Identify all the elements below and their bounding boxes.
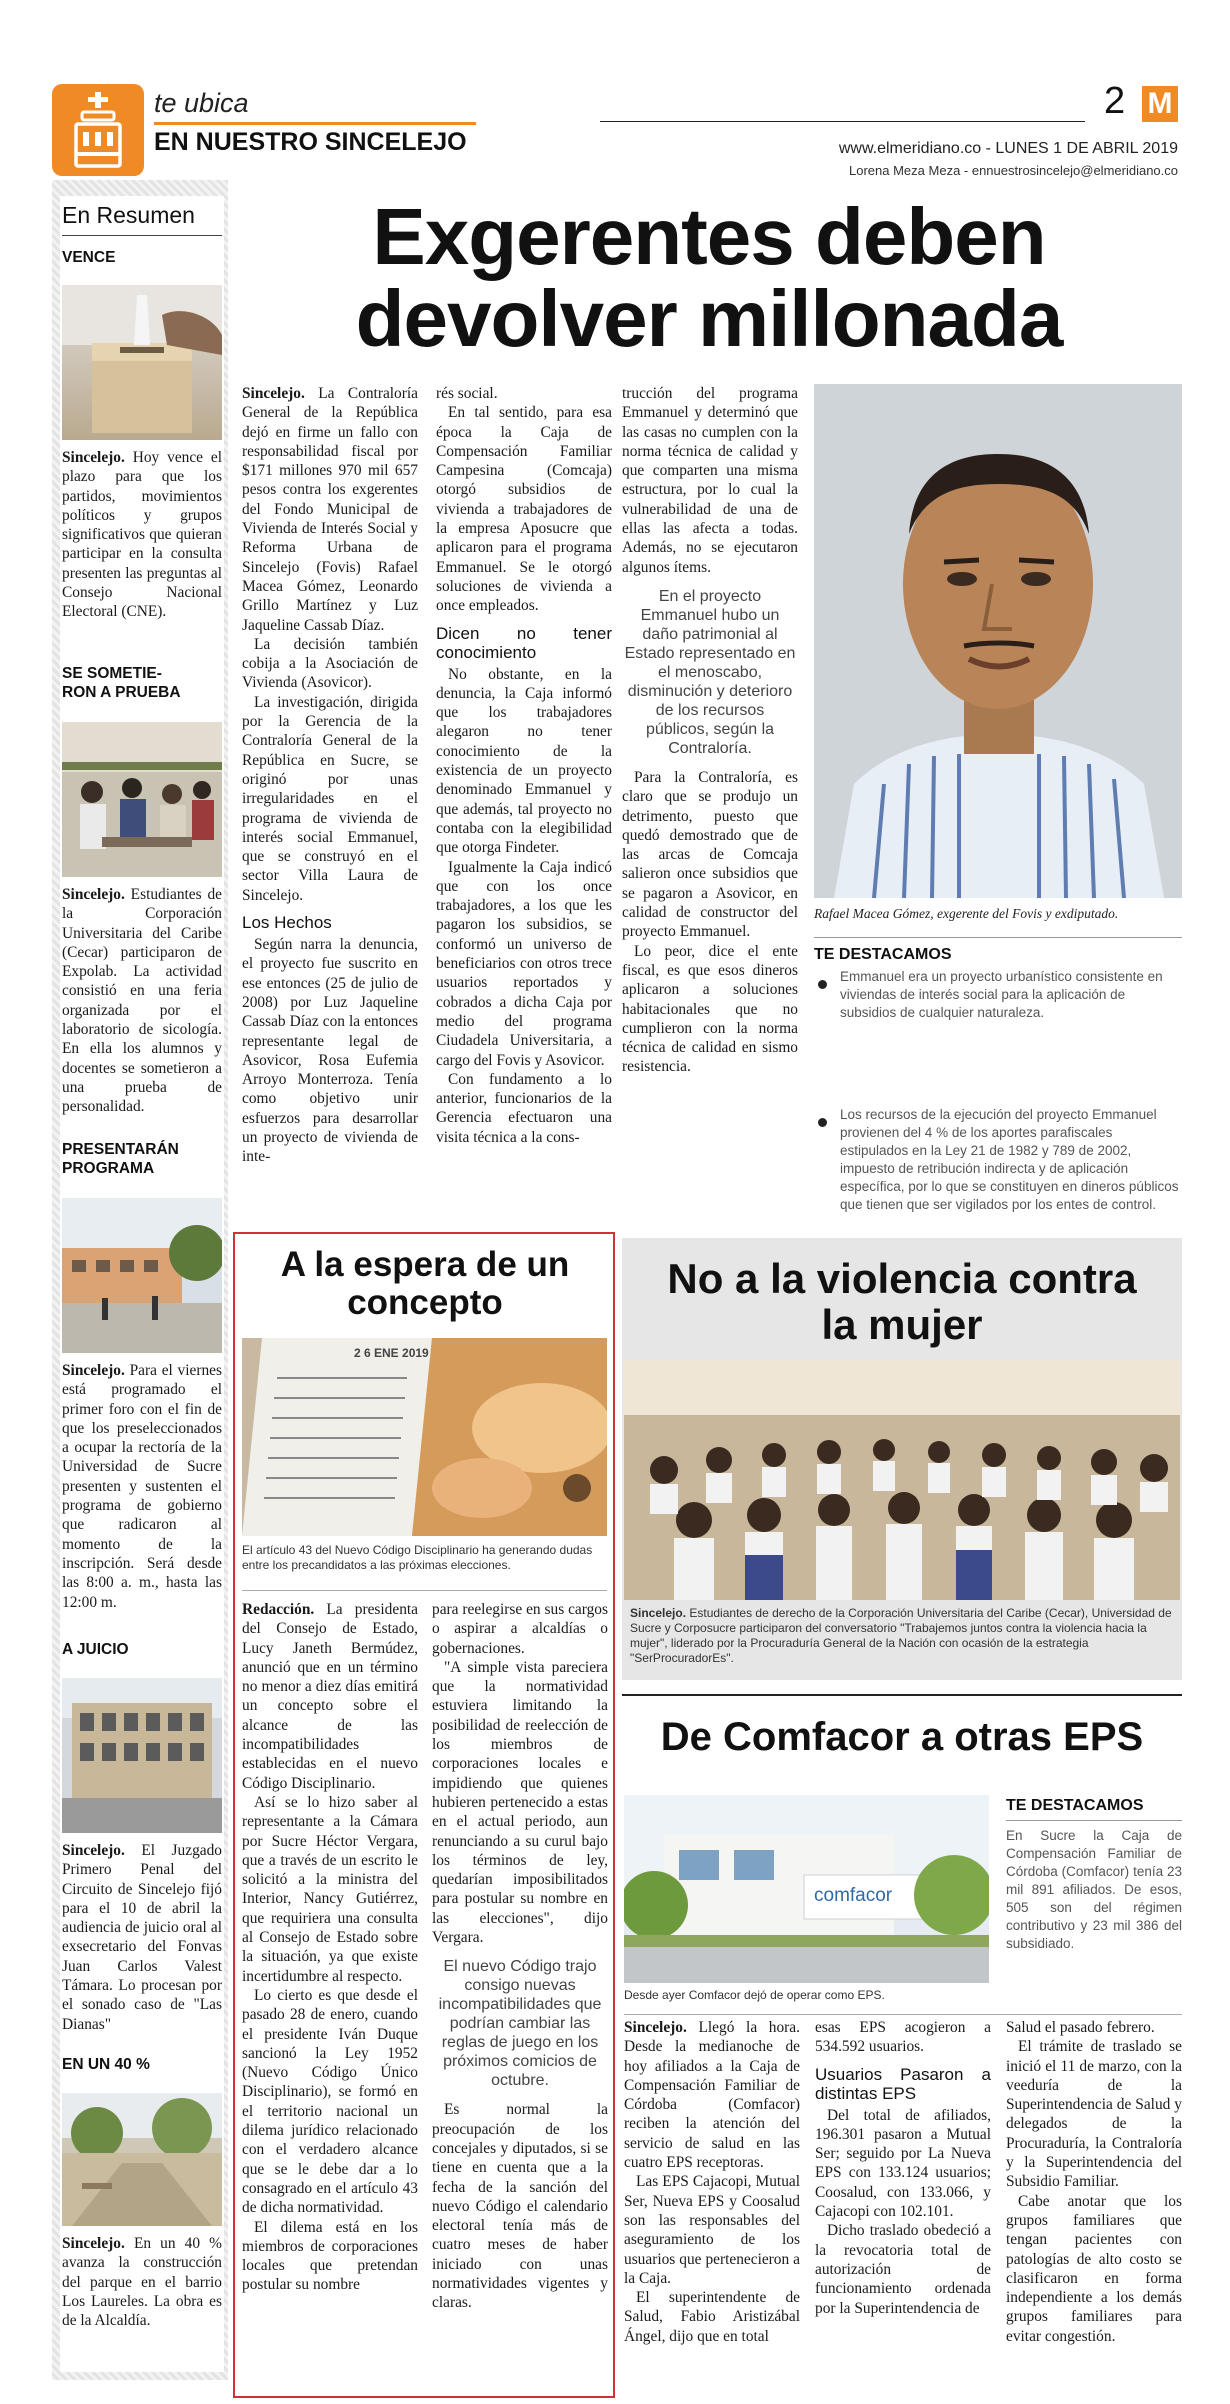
paragraph: Con fundamento a lo anterior, funcionarios de la Gerencia efectuaron una visita técnica a la cons- (436, 1070, 612, 1146)
pull-quote: El nuevo Código trajo consigo nuevas incompatibilidades que podrían cambiar las reglas de juego en los próximos comicios de octubre. (438, 1958, 602, 2090)
destacamos-rule (814, 937, 1182, 938)
main-col-3 (622, 384, 798, 1077)
sidebar-text-40 (62, 2234, 222, 2330)
paragraph: Llegó la hora. Desde la medianoche de hoy afiliados a la Caja de Compensación Familiar de Córdoba (Comfacor) reciben la atención del servicio de salud en las cuatro EPS receptoras. (624, 2019, 800, 2172)
comfacor-destacamos-rule (1006, 1820, 1182, 1821)
caption-text: Estudiantes de derecho de la Corporación Universitaria del Caribe (Cecar), Universidad de Sucre y Corposucre participaron del conversatorio "Trabajemos juntos contra la violencia hacia la mujer", liderado por la Procuraduría General de la Nación con ocasión de la estrategia "SerProcuradorEs". (630, 1606, 1172, 1665)
paragraph: En tal sentido, para esa época la Caja de Compensación Familiar Campesina (Comcaja) otorgó subsidios de vivienda a trabajadores de la empresa Aposucre que aplicaron para el programa Emmanuel. Se le otorgó soluciones de vivienda a once empleados. (436, 404, 612, 615)
paragraph: La investigación, dirigida por la Gerencia de la Contraloría General de la República en Sucre, se originó por unas irregularidades en el programa de vivienda de interés social Emmanuel, que se construyó en el sector Villa Laura de Sincelejo. (242, 693, 418, 904)
students-photo (62, 722, 222, 877)
paragraph: La decisión también cobija a la Asociación de Vivienda (Asovicor). (242, 635, 418, 692)
dateline: Redacción. (242, 1601, 315, 1618)
paragraph: para reelegirse en sus cargos o aspirar a alcaldías o gobernaciones. (432, 1601, 608, 1657)
section-divider (622, 1694, 1182, 1696)
sidebar-label-vence: VENCE (62, 249, 116, 266)
header-rule (600, 121, 1085, 122)
paragraph: Lo peor, dice el ente fiscal, es que esos dineros aplicaron a soluciones habitacionales que no cumplieron con la norma técnica de calidad en sismo resistencia. (622, 942, 798, 1076)
sidebar-body: El Juzgado Primero Penal del Circuito de Sincelejo fijó para el 10 de abril la audiencia de juicio oral al exsecretario del Fonvas Juan Carlos Valest Támara. Lo procesan por el sonado caso de "Las Dianas" (62, 1842, 222, 2033)
paragraph: Cabe anotar que los grupos familiares que tengan pacientes con patologías de alto costo se clasificaron en forma independiente a los demás grupos familiares para evitar congestión. (1006, 2192, 1182, 2345)
comfacor-col-3 (1006, 2018, 1182, 2346)
portrait-caption: Rafael Macea Gómez, exgerente del Fovis y exdiputado. (814, 906, 1119, 921)
comfacor-col-2 (815, 2018, 991, 2318)
section-icon (52, 84, 144, 176)
comfacor-sign: comfacor (814, 1885, 893, 1906)
sidebar-label-programa: PRESENTARÁN PROGRAMA (62, 1141, 179, 1177)
paragraph: Lo cierto es que desde el pasado 28 de enero, cuando el presidente Iván Duque sancionó la Ley 1952 (Nuevo Código Único Disciplinario), se formó en el territorio nacional un dilema jurídico relacionado con el verdadero alcance que se le debe dar a lo consagrado en el artículo 43 de dicha normatividad. (242, 1986, 418, 2217)
sidebar-text-juicio (62, 1841, 222, 2034)
paragraph: rés social. (436, 385, 498, 402)
paragraph: trucción del programa Emmanuel y determinó que las casas no cumplen con la norma técnica de calidad y que comparten una misma estructura, por lo cual la vulnerabilidad de una de ellas las afecta a todas. Además, no se ejecutaron algunos ítems. (622, 385, 798, 576)
sidebar-lead: Sincelejo. (62, 1362, 125, 1379)
logo-letter: M (1147, 87, 1173, 120)
court-building-photo (62, 1678, 222, 1833)
comfacor-rule (624, 2014, 1182, 2015)
subhead: Dicen no tener conocimiento (436, 623, 612, 662)
university-photo (62, 1198, 222, 1353)
paragraph: El trámite de traslado se inició el 11 de marzo, con la veeduría de la Superintendencia de Salud y delegados de la Procuraduría, la Contraloría y la Superintendencia del Subsidio Familiar. (1006, 2038, 1182, 2191)
destacamos-item: Emmanuel era un proyecto urbanístico consistente en viviendas de interés social para la aplicación de subsidios de cualquier naturaleza. (814, 968, 1182, 1022)
paragraph: La Contraloría General de la República dejó en firme un fallo con responsabilidad fiscal por $171 millones 970 mil 657 pesos contra los exgerentes del Fondo Municipal de Vivienda de Interés Social y Reforma Urbana de Sincelejo (Fovis) Rafael Macea Gómez, Leonardo Grillo Martínez y Luz Jaqueline Cassab Díaz. (242, 385, 418, 634)
main-headline-line2: devolver millonada (355, 274, 1063, 363)
sidebar-body: Hoy vence el plazo para que los partidos, movimientos políticos y grupos significativos que quieran participar en la consulta presenten las preguntas al Consejo Nacional Electoral (CNE). (62, 449, 222, 621)
paragraph: El dilema está en los miembros de corporaciones locales que pretendan postular su nombre (242, 2218, 418, 2294)
section-small: te ubica (154, 88, 249, 118)
paragraph: "A simple vista pareciera que la normatividad estuviera limitando la posibilidad de reelección de los miembros de corporaciones locales e impidiendo que quienes hubieren pertenecido a estas en el actual periodo, aun renunciando a su curul bajo los términos de ley, quedarían imposibilitados para postular su nombre en las elecciones", dijo Vergara. (432, 1658, 608, 1947)
paragraph: No obstante, en la denuncia, la Caja informó que los trabajadores alegaron no tener conocimiento de la existencia de un proyecto denominado Emmanuel y que además, tal proyecto no contaba con la elegibilidad que otorga Findeter. (436, 665, 612, 857)
sidebar-lead: Sincelejo. (62, 1842, 125, 1859)
sidebar-lead: Sincelejo. (62, 886, 125, 903)
paragraph: Así se lo hizo saber al representante a la Cámara por Sucre Héctor Vergara, que a través de un escrito le solicitó a la ministra del Interior, Nancy Gutiérrez, que requiriera una consulta al Consejo de Estado sobre la situación, ya que existe incertidumbre al respecto. (242, 1793, 418, 1985)
sidebar-lead: Sincelejo. (62, 449, 125, 466)
paragraph: Según narra la denuncia, el proyecto fue suscrito en ese entonces (25 de julio de 2008) por Luz Jaqueline Cassab Díaz con la entonces representante legal de Asovicor, Rosa Eufemia Arroyo Monterroza. Tenía como objetivo unir esfuerzos para desarrollar un proyecto de vivienda de inte- (242, 936, 418, 1166)
paragraph: Dicho traslado obedeció a la revocatoria total de autorización de funcionamiento ordenada por la Superintendencia de (815, 2222, 991, 2317)
paragraph: esas EPS acogieron a 534.592 usuarios. (815, 2019, 991, 2056)
sidebar-label-juicio: A JUICIO (62, 1641, 129, 1658)
sidebar-label-prueba: SE SOMETIE- RON A PRUEBA (62, 665, 181, 701)
author-line: Lorena Meza Meza - ennuestrosincelejo@elmeridiano.co (849, 163, 1178, 178)
site-date: www.elmeridiano.co - LUNES 1 DE ABRIL 2019 (838, 140, 1178, 157)
ballot-box-photo (62, 285, 222, 440)
subhead: Los Hechos (242, 913, 332, 933)
main-headline-line1: Exgerentes deben (372, 192, 1046, 281)
paragraph: La presidenta del Consejo de Estado, Lucy Janeth Bermúdez, anunció que en un término no menor a diez días emitirá un concepto sobre el alcance de las incompatibilidades establecidas en el nuevo Código Disciplinario. (242, 1601, 418, 1792)
concepto-headline: A la espera de un concepto (280, 1245, 570, 1322)
subhead: Usuarios Pasaron a distintas EPS (815, 2064, 991, 2103)
comfacor-destacamos-text: En Sucre la Caja de Compensación Familiar de Córdoba (Comfacor) tenía 23 mil 891 afiliados. De esos, 505 son del régimen contributivo y 23 mil 386 del subsidiado. (1006, 1828, 1182, 1951)
caption-lead: Sincelejo. (630, 1606, 687, 1620)
paragraph: El superintendente de Salud, Fabio Aristizábal Ángel, dijo que en total (624, 2289, 800, 2345)
students-conference-photo (624, 1360, 1180, 1600)
sidebar-title-rule (62, 235, 222, 236)
sidebar-title: En Resumen (62, 202, 195, 228)
page-number: 2 (1104, 80, 1126, 122)
pull-quote: En el proyecto Emmanuel hubo un daño patrimonial al Estado representado en el menoscabo, disminución y deterioro de los recursos públicos, según la Contraloría. (624, 587, 796, 757)
concepto-rule (242, 1590, 607, 1591)
sidebar-lead: Sincelejo. (62, 2235, 125, 2252)
logo (1142, 86, 1178, 122)
paragraph: Las EPS Cajacopi, Mutual Ser, Nueva EPS y Coosalud son las responsables del aseguramiento de los usuarios que pertenecieron a la Caja. (624, 2173, 800, 2287)
comfacor-destacamos-title: TE DESTACAMOS (1006, 1797, 1144, 1814)
document-stamp: 2 6 ENE 2019 (354, 1346, 429, 1360)
paragraph: Igualmente la Caja indicó que con los once trabajadores, a los que les pagaron los subsidios, se conformó un universo de beneficiarios con otros trece usuarios reportados y cobrados a dicha Caja por medio del programa Ciudadela Universitaria, a cargo del Fovis y Asovicor. (436, 858, 612, 1069)
sidebar-text-vence (62, 448, 222, 622)
paragraph: Salud el pasado febrero. (1006, 2019, 1155, 2036)
section-big: EN NUESTRO SINCELEJO (154, 128, 467, 156)
sidebar-body: Estudiantes de la Corporación Universitaria del Caribe (Cecar) participaron de Expolab. La actividad consistió en una feria organizada por el laboratorio de sicología. En ella los alumnos y docentes se sometieron a una prueba de personalidad. (62, 886, 222, 1116)
paragraph: Para la Contraloría, es claro que se produjo un detrimento, puesto que quedó demostrado que de las arcas de Comcaja salieron once subsidios que se pagaron a Asovicor, en calidad de constructor del proyecto Emmanuel. (622, 768, 798, 941)
sidebar-label-40: EN UN 40 % (62, 2056, 150, 2073)
comfacor-building-photo (624, 1795, 989, 1983)
document-photo (242, 1338, 607, 1536)
violencia-caption (630, 1606, 1176, 1666)
sidebar-text-programa (62, 1361, 222, 1612)
comfacor-caption: Desde ayer Comfacor dejó de operar como EPS. (624, 1988, 885, 2002)
dateline: Sincelejo. (624, 2019, 687, 2036)
concepto-caption: El artículo 43 del Nuevo Código Disciplinario ha generando dudas entre los precandidatos a las próximas elecciones. (242, 1543, 593, 1572)
section-rule (154, 122, 476, 125)
dateline: Sincelejo. (242, 385, 305, 402)
comfacor-headline: De Comfacor a otras EPS (660, 1715, 1144, 1759)
destacamos-item: Los recursos de la ejecución del proyecto Emmanuel provienen del 4 % de los aportes parafiscales estipulados en la Ley 21 de 1982 y 789 de 2002, impuesto de retribución indirecta y de aplicación específica, por lo que se constituyen en dineros públicos que tienen que ser vigilados por los entes de control. (814, 1106, 1182, 1214)
paragraph: Es normal la preocupación de los concejales y diputados, si se tiene en cuenta que a la fecha de la sanción del nuevo Código el calendario electoral tenía más de cuatro meses de haber iniciado con unas normatividades vigentes y claras. (432, 2101, 608, 2312)
sidebar-text-prueba (62, 885, 222, 1117)
paragraph: Del total de afiliados, 196.301 pasaron a Mutual Ser; seguido por La Nueva EPS con 133.124 usuarios; Coosalud, con 133.066, y Cajacopi con 102.101. (815, 2106, 991, 2221)
concepto-col-1 (242, 1600, 418, 2295)
main-col-1 (242, 384, 418, 1167)
park-construction-photo (62, 2093, 222, 2226)
main-headline (236, 192, 1182, 363)
comfacor-col-1 (624, 2018, 800, 2346)
sidebar-body: Para el viernes está programado el primer foro con el fin de que los preseleccionados a ocupar la rectoría de la Universidad de Sucre presenten y sustenten el programa de gobierno que radicaron al momento de la inscripción. Será desde las 8:00 a. m., hasta las 12:00 m. (62, 1362, 222, 1611)
concepto-col-2 (432, 1600, 608, 2313)
destacamos-title: TE DESTACAMOS (814, 946, 952, 963)
main-col-2 (436, 384, 612, 1147)
sidebar-body: En un 40 % avanza la construcción del parque en el barrio Los Laureles. La obra es de la Alcaldía. (62, 2235, 222, 2330)
portrait-photo (814, 384, 1182, 898)
violencia-headline: No a la violencia contra la mujer (667, 1255, 1137, 1348)
